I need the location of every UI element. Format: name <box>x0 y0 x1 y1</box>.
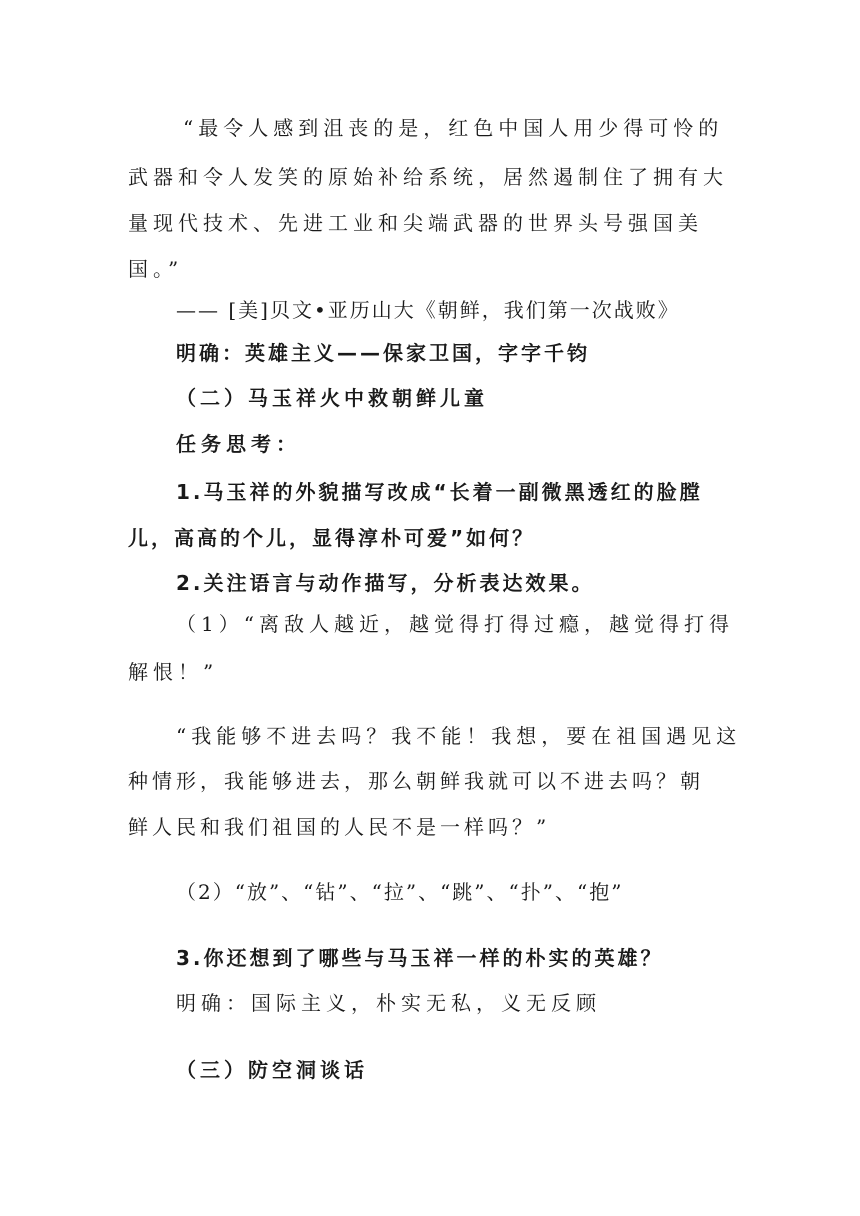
question-2-item: （1）“离敌人越近，越觉得打得过瘾，越觉得打得 <box>176 612 734 636</box>
section-heading: （二）马玉祥火中救朝鲜儿童 <box>176 386 488 410</box>
quoted-speech: 种情形，我能够进去，那么朝鲜我就可以不进去吗？朝 <box>128 769 704 793</box>
quote-line: 武器和令人发笑的原始补给系统，居然遏制住了拥有大 <box>128 165 728 189</box>
quote-line: 国。” <box>128 257 184 281</box>
question-1: 1.马玉祥的外貌描写改成“长着一副微黑透红的脸膛 <box>176 480 703 504</box>
quote-line: “最令人感到沮丧的是，红色中国人用少得可怜的 <box>183 116 724 140</box>
task-label: 任务思考： <box>176 432 301 456</box>
clarification: 明确：英雄主义——保家卫国，字字千钧 <box>176 341 590 365</box>
section-heading: （三）防空洞谈话 <box>176 1058 368 1082</box>
question-2-item: 解恨！” <box>128 660 219 684</box>
quoted-speech: 鲜人民和我们祖国的人民不是一样吗？” <box>128 815 551 839</box>
quoted-speech: “我能够不进去吗？我不能！我想，要在祖国遇见这 <box>176 724 742 748</box>
clarification: 明确：国际主义，朴实无私，义无反顾 <box>176 991 601 1015</box>
question-3: 3.你还想到了哪些与马玉祥一样的朴实的英雄？ <box>176 946 664 970</box>
question-2: 2.关注语言与动作描写，分析表达效果。 <box>176 571 595 595</box>
quote-source: —— [美]贝文•亚历山大《朝鲜，我们第一次战败》 <box>176 298 680 322</box>
question-2-item: （2）“放”、“钻”、“拉”、“跳”、“扑”、“抱” <box>176 880 624 904</box>
question-1: 儿，高高的个儿，显得淳朴可爱”如何？ <box>128 526 536 550</box>
quote-line: 量现代技术、先进工业和尖端武器的世界头号强国美 <box>128 211 703 235</box>
